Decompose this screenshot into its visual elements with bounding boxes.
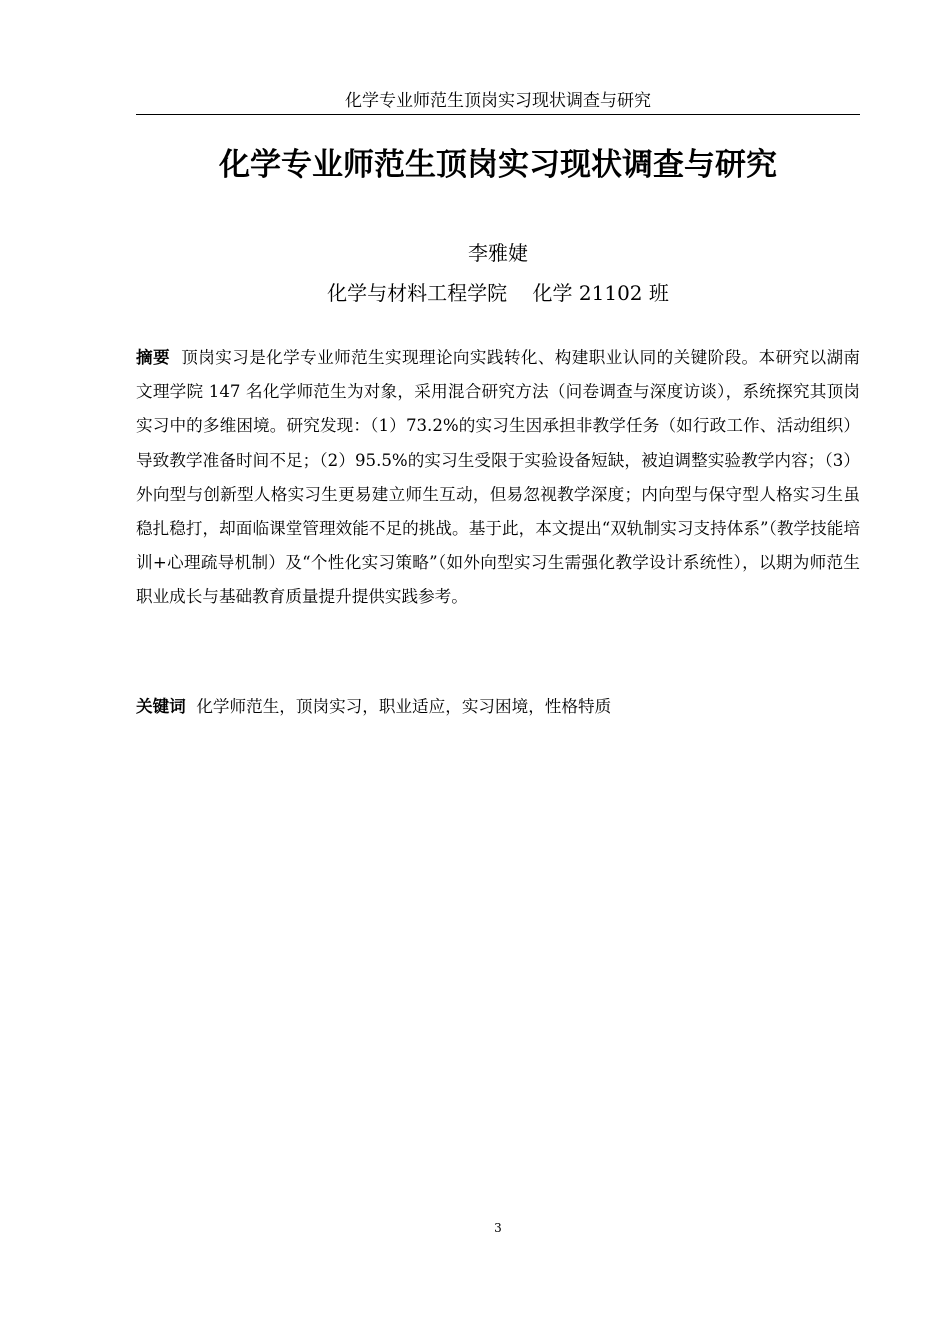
author-name: 李雅婕: [468, 241, 528, 265]
author-affiliation: 化学与材料工程学院 化学 21102 班: [327, 281, 669, 305]
page-number: 3: [494, 1221, 502, 1235]
abstract-label: 摘要: [136, 348, 170, 367]
running-header: 化学专业师范生顶岗实习现状调查与研究: [345, 91, 651, 111]
paper-title: 化学专业师范生顶岗实习现状调查与研究: [219, 147, 777, 183]
keywords-text: 化学师范生，顶岗实习，职业适应，实习困境，性格特质: [196, 697, 612, 716]
abstract-text: 顶岗实习是化学专业师范生实现理论向实践转化、构建职业认同的关键阶段。本研究以湖南文理学院 147 名化学师范生为对象，采用混合研究方法（问卷调查与深度访谈），系统探究其顶岗实习中的多维困境。研究发现：（1）73.2%的实习生因承担非教学任务（如行政工作、活动组织）导致教学准备时间不足；（2）95.5%的实习生受限于实验设备短缺，被迫调整实验教学内容；（3）外向型与创新型人格实习生更易建立师生互动，但易忽视教学深度；内向型与保守型人格实习生虽稳扎稳打，却面临课堂管理效能不足的挑战。基于此，本文提出“双轨制实习支持体系”（教学技能培训+心理疏导机制）及“个性化实习策略”（如外向型实习生需强化教学设计系统性），以期为师范生职业成长与基础教育质量提升提供实践参考。: [136, 348, 861, 607]
header-divider: [136, 114, 860, 115]
keywords-label: 关键词: [136, 697, 186, 716]
keywords-paragraph: [136, 690, 860, 724]
abstract-paragraph: [136, 341, 860, 615]
